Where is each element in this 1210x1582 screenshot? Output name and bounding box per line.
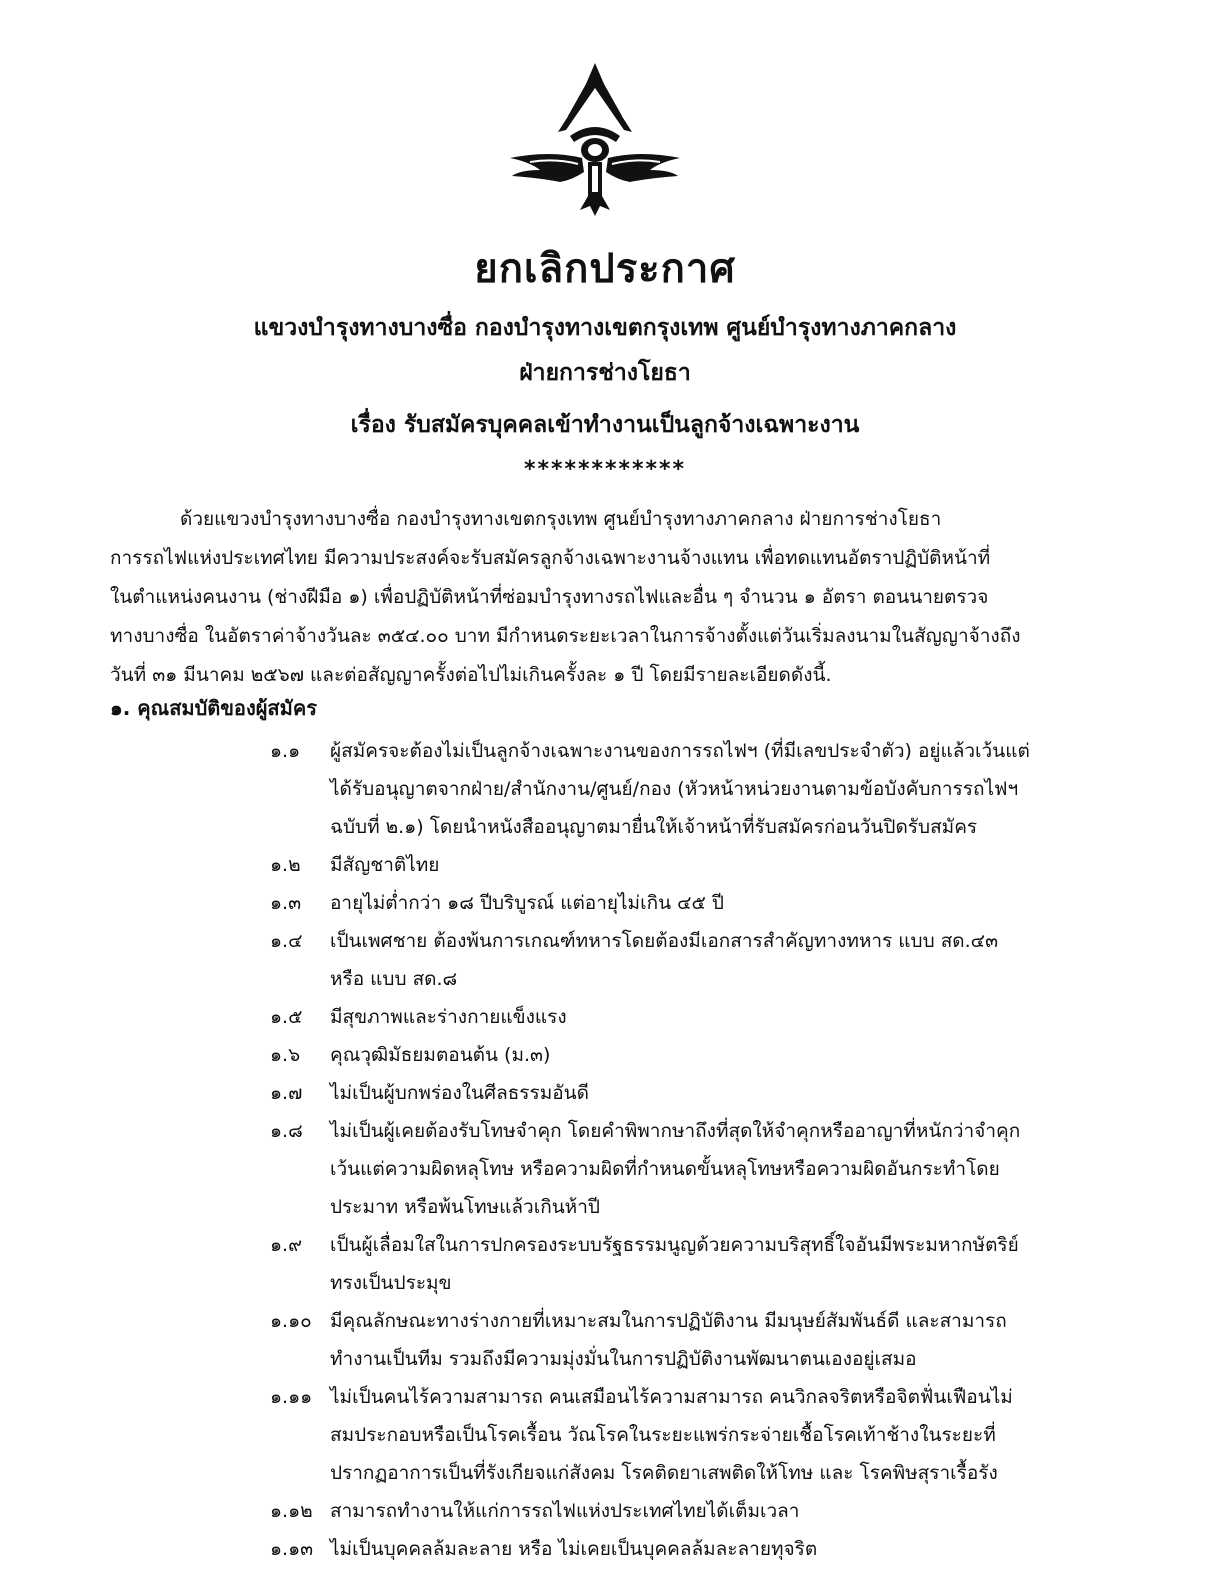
item-text-line: ไม่เป็นผู้บกพร่องในศีลธรรมอันดี xyxy=(330,1082,589,1104)
item-text-line: เว้นแต่ความผิดหลุโทษ หรือความผิดที่กำหนดขั้นหลุโทษหรือความผิดอันกระทำโดย xyxy=(330,1158,1000,1180)
intro-line: วันที่ ๓๑ มีนาคม ๒๕๖๗ และต่อสัญญาครั้งต่อไปไม่เกินครั้งละ ๑ ปี โดยมีรายละเอียดดังนี้. xyxy=(110,664,832,686)
item-text-line: มีสุขภาพและร่างกายแข็งแรง xyxy=(330,1006,567,1028)
item-number: ๑.๑๑ xyxy=(270,1386,313,1408)
item-number: ๑.๗ xyxy=(270,1082,303,1104)
list-item xyxy=(270,846,1100,884)
item-text xyxy=(330,1492,1100,1530)
item-number: ๑.๑๓ xyxy=(270,1538,314,1560)
item-text xyxy=(330,1074,1100,1112)
item-text xyxy=(330,1530,1100,1568)
item-text-line: ทรงเป็นประมุข xyxy=(330,1272,452,1294)
item-text-line: ไม่เป็นคนไร้ความสามารถ คนเสมือนไร้ความสามารถ คนวิกลจริตหรือจิตฟั่นเฟือนไม่ xyxy=(330,1386,1013,1408)
item-number: ๑.๑๒ xyxy=(270,1500,313,1522)
item-text-line: ได้รับอนุญาตจากฝ่าย/สำนักงาน/ศูนย์/กอง (หัวหน้าหน่วยงานตามข้อบังคับการรถไฟฯ xyxy=(330,778,1019,800)
list-item xyxy=(270,1074,1100,1112)
item-text xyxy=(330,1112,1100,1226)
state-railway-emblem-icon xyxy=(500,58,690,218)
list-item xyxy=(270,884,1100,922)
list-item xyxy=(270,1036,1100,1074)
item-text xyxy=(330,998,1100,1036)
item-text-line: คุณวุฒิมัธยมตอนต้น (ม.๓) xyxy=(330,1044,551,1066)
item-text xyxy=(330,1302,1100,1378)
item-text xyxy=(330,1036,1100,1074)
list-item xyxy=(270,1112,1100,1226)
item-number: ๑.๑ xyxy=(270,740,301,762)
item-number: ๑.๒ xyxy=(270,854,301,876)
item-text-line: สมประกอบหรือเป็นโรคเรื้อน วัณโรคในระยะแพร่กระจ่ายเชื้อโรคเท้าช้างในระยะที่ xyxy=(330,1424,996,1446)
item-text-line: ทำงานเป็นทีม รวมถึงมีความมุ่งมั่นในการปฏิบัติงานพัฒนาตนเองอยู่เสมอ xyxy=(330,1348,917,1370)
item-text-line: เป็นเพศชาย ต้องพ้นการเกณฑ์ทหารโดยต้องมีเอกสารสำคัญทางทหาร แบบ สด.๔๓ xyxy=(330,930,999,952)
list-item xyxy=(270,1378,1100,1492)
intro-line: การรถไฟแห่งประเทศไทย มีความประสงค์จะรับสมัครลูกจ้างเฉพาะงานจ้างแทน เพื่อทดแทนอัตราปฏิบัติหน้าที่ xyxy=(110,547,991,569)
item-text-line: ประมาท หรือพ้นโทษแล้วเกินห้าปี xyxy=(330,1196,600,1218)
intro-line: ทางบางซื่อ ในอัตราค่าจ้างวันละ ๓๕๔.๐๐ บาท มีกำหนดระยะเวลาในการจ้างตั้งแต่วันเริ่มลงนามในสัญญาจ้างถึง xyxy=(110,625,1021,647)
list-item xyxy=(270,732,1100,846)
item-text-line: ผู้สมัครจะต้องไม่เป็นลูกจ้างเฉพาะงานของการรถไฟฯ (ที่มีเลขประจำตัว) อยู่แล้วเว้นแต่ xyxy=(330,740,1030,762)
item-text-line: อายุไม่ต่ำกว่า ๑๘ ปีบริบูรณ์ แต่อายุไม่เกิน ๔๕ ปี xyxy=(330,892,724,914)
list-item xyxy=(270,998,1100,1036)
subject-line: เรื่อง รับสมัครบุคคลเข้าทำงานเป็นลูกจ้างเฉพาะงาน xyxy=(350,412,860,438)
list-item xyxy=(270,1530,1100,1568)
department-line: แขวงบำรุงทางบางซื่อ กองบำรุงทางเขตกรุงเทพ ศูนย์บำรุงทางภาคกลาง xyxy=(253,315,957,341)
item-text-line: ฉบับที่ ๒.๑) โดยนำหนังสืออนุญาตมายื่นให้เจ้าหน้าที่รับสมัครก่อนวันปิดรับสมัคร xyxy=(330,816,978,838)
list-item xyxy=(270,922,1100,998)
item-number: ๑.๕ xyxy=(270,1006,303,1028)
item-text xyxy=(330,1378,1100,1492)
item-text xyxy=(330,846,1100,884)
item-text-line: หรือ แบบ สด.๘ xyxy=(330,968,458,990)
separator-stars: ************ xyxy=(523,457,687,482)
list-item xyxy=(270,1492,1100,1530)
item-number: ๑.๖ xyxy=(270,1044,301,1066)
item-number: ๑.๑๐ xyxy=(270,1310,312,1332)
item-number: ๑.๘ xyxy=(270,1120,303,1142)
item-text xyxy=(330,1226,1100,1302)
item-text xyxy=(330,732,1100,846)
intro-line: ในตำแหน่งคนงาน (ช่างฝีมือ ๑) เพื่อปฏิบัติหน้าที่ซ่อมบำรุงทางรถไฟและอื่น ๆ จำนวน ๑ อัตรา ตอนนายตรวจ xyxy=(110,586,989,608)
list-item xyxy=(270,1302,1100,1378)
announcement-title: ยกเลิกประกาศ xyxy=(474,246,736,292)
item-text-line: ไม่เป็นบุคคลล้มละลาย หรือ ไม่เคยเป็นบุคคลล้มละลายทุจริต xyxy=(330,1538,818,1560)
item-number: ๑.๓ xyxy=(270,892,302,914)
item-text-line: มีสัญชาติไทย xyxy=(330,854,440,876)
intro-line: ด้วยแขวงบำรุงทางบางซื่อ กองบำรุงทางเขตกรุงเทพ ศูนย์บำรุงทางภาคกลาง ฝ่ายการช่างโยธา xyxy=(180,508,942,530)
list-item xyxy=(270,1226,1100,1302)
division-line: ฝ่ายการช่างโยธา xyxy=(519,360,691,386)
intro-paragraph xyxy=(110,500,1090,695)
item-text-line: ปรากฏอาการเป็นที่รังเกียจแก่สังคม โรคติดยาเสพติดให้โทษ และ โรคพิษสุราเรื้อรัง xyxy=(330,1462,998,1484)
item-text xyxy=(330,884,1100,922)
item-text-line: มีคุณลักษณะทางร่างกายที่เหมาะสมในการปฏิบัติงาน มีมนุษย์สัมพันธ์ดี และสามารถ xyxy=(330,1310,1007,1332)
item-text-line: ไม่เป็นผู้เคยต้องรับโทษจำคุก โดยคำพิพากษาถึงที่สุดให้จำคุกหรืออาญาที่หนักว่าจำคุก xyxy=(330,1120,1021,1142)
item-number: ๑.๔ xyxy=(270,930,303,952)
item-text xyxy=(330,922,1100,998)
section-heading: ๑. คุณสมบัติของผู้สมัคร xyxy=(110,696,317,720)
item-text-line: สามารถทำงานให้แก่การรถไฟแห่งประเทศไทยได้เต็มเวลา xyxy=(330,1500,800,1522)
item-text-line: เป็นผู้เลื่อมใสในการปกครองระบบรัฐธรรมนูญด้วยความบริสุทธิ์ใจอันมีพระมหากษัตริย์ xyxy=(330,1234,1019,1256)
item-number: ๑.๙ xyxy=(270,1234,303,1256)
qualification-list xyxy=(270,732,1100,1568)
